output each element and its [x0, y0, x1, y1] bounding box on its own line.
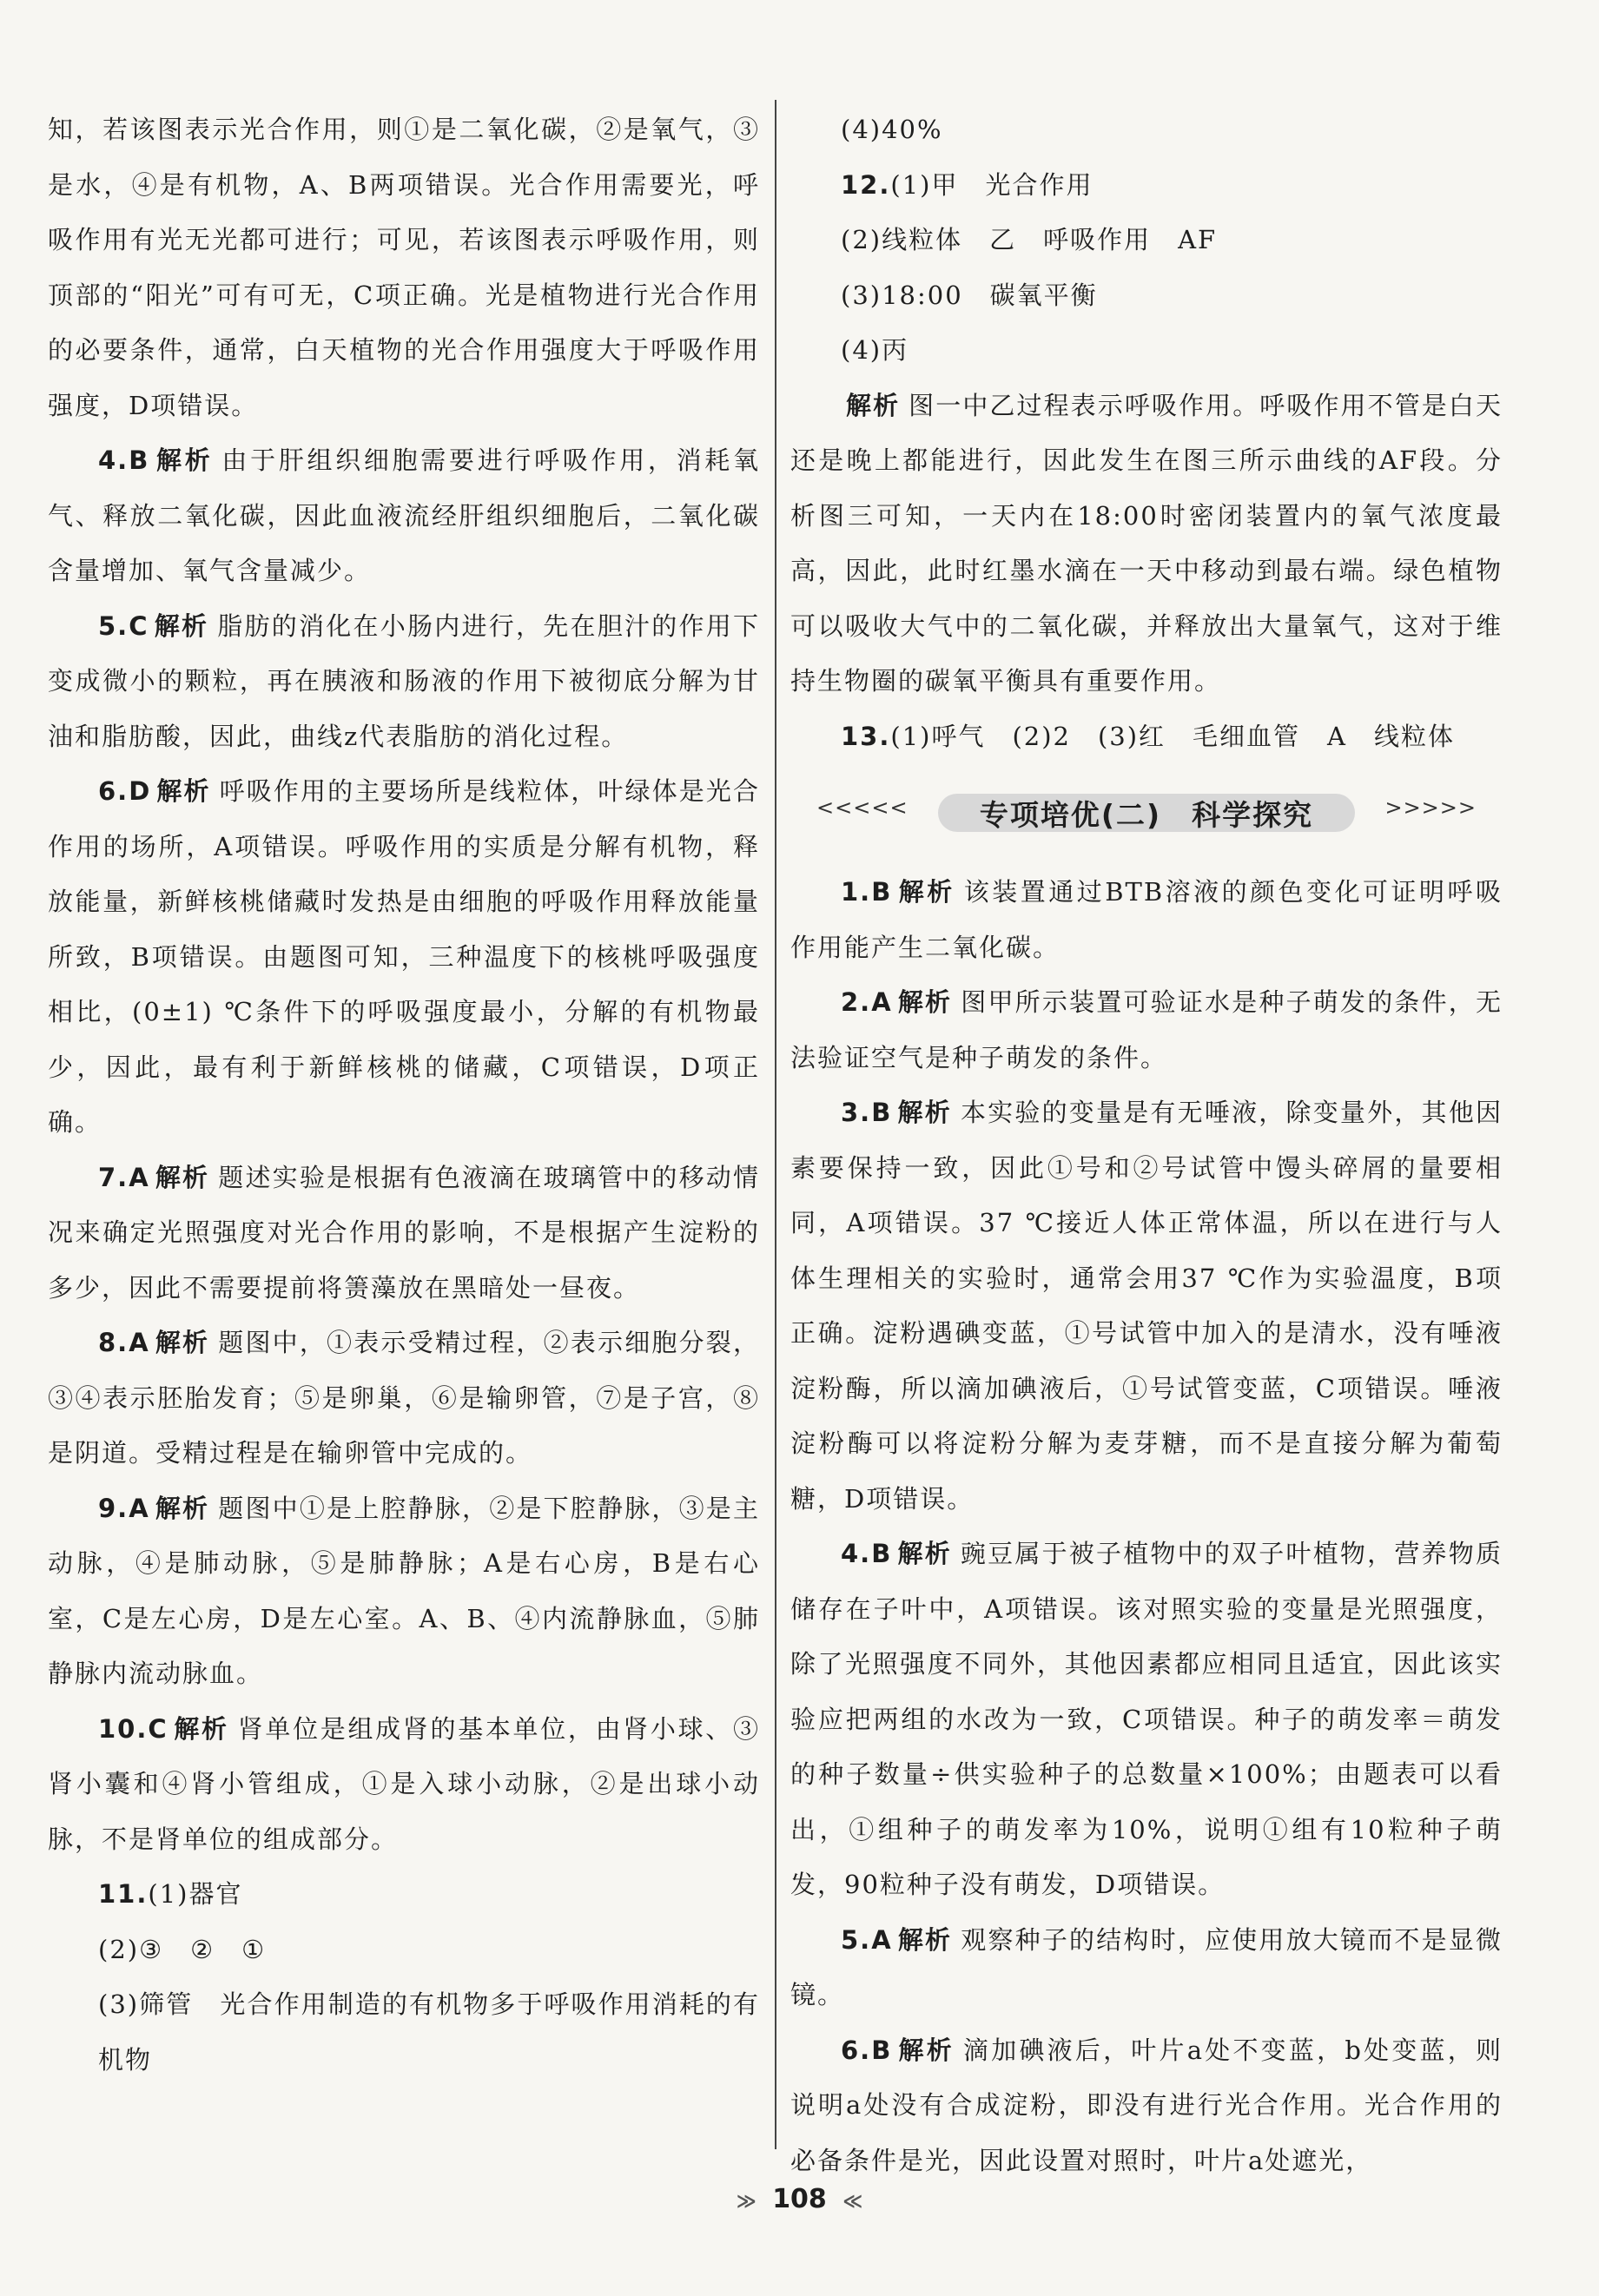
- explanation-text: (3)18:00 碳氧平衡: [841, 280, 1098, 310]
- question-number: 2.: [841, 987, 872, 1017]
- answer-choice: A: [129, 1493, 150, 1523]
- explanation-text: (4)丙: [841, 335, 909, 365]
- answer-item: [48, 1316, 760, 1481]
- answer-choice: A: [871, 987, 893, 1017]
- answer-item: [48, 764, 760, 1151]
- explanation-text: (1)呼气 (2)2 (3)红 毛细血管 A 线粒体: [890, 721, 1456, 751]
- answer-choice: D: [129, 776, 152, 806]
- footer-right-mark: ≪: [842, 2191, 863, 2213]
- explanation-text: 脂肪的消化在小肠内进行，先在胆汁的作用下变成微小的颗粒，再在胰液和肠液的作用下被彻底分解为甘油和脂肪酸，因此，曲线z代表脂肪的消化过程。: [48, 610, 760, 751]
- explanation-text: (1)器官: [148, 1879, 243, 1909]
- question-number: 5.: [841, 1924, 872, 1955]
- explanation-text: 滴加碘液后，叶片a处不变蓝，b处变蓝，则说明a处没有合成淀粉，即没有进行光合作用。光合作用的必备条件是光，因此设置对照时，叶片a处遮光，: [790, 2035, 1503, 2175]
- banner-left-arrows: <<<<<: [816, 795, 909, 820]
- answer-item: [790, 1527, 1503, 1913]
- footer-left-mark: ≫: [736, 2191, 757, 2213]
- explanation-text: 题图中①是上腔静脉，②是下腔静脉，③是主动脉，④是肺动脉，⑤是肺静脉；A是右心房，B是右心室，C是左心房，D是左心室。A、B、④内流静脉血，⑤肺静脉内流动脉血。: [48, 1493, 760, 1688]
- answer-item: [48, 1481, 760, 1702]
- right-column: [790, 102, 1503, 2188]
- question-number: 9.: [98, 1493, 129, 1523]
- explanation-text: 由于肝组织细胞需要进行呼吸作用，消耗氧气、释放二氧化碳，因此血液流经肝组织细胞后，二氧化碳含量增加、氧气含量减少。: [48, 445, 760, 585]
- question-number: 6.: [98, 776, 129, 806]
- explanation-text: 图甲所示装置可验证水是种子萌发的条件，无法验证空气是种子萌发的条件。: [790, 987, 1503, 1072]
- explanation-text: (4)40%: [841, 115, 943, 144]
- column-divider: [775, 100, 776, 2149]
- analysis-label: 解析: [897, 1924, 953, 1955]
- answer-item: [48, 433, 760, 599]
- question-number: 7.: [98, 1162, 129, 1192]
- answer-choice: B: [871, 1098, 893, 1127]
- answer-choice: C: [148, 1713, 168, 1744]
- answer-text: [790, 213, 1503, 268]
- analysis-label: 解析: [897, 2035, 955, 2065]
- analysis-label: 解析: [897, 1539, 952, 1568]
- question-number: 6.: [841, 2035, 872, 2065]
- left-column: [48, 102, 760, 2088]
- answer-text: [790, 323, 1503, 379]
- answer-choice: B: [871, 1539, 893, 1568]
- analysis-label: 解析: [846, 390, 901, 420]
- answer-item: [790, 709, 1503, 765]
- analysis-label: 解析: [155, 445, 214, 475]
- question-number: 4.: [841, 1539, 872, 1568]
- answer-choice: A: [129, 1162, 150, 1192]
- explanation-text: 观察种子的结构时，应使用放大镜而不是显微镜。: [790, 1924, 1503, 2009]
- question-number: 13.: [841, 721, 891, 751]
- analysis-label: 解析: [897, 877, 955, 907]
- answer-text: [790, 268, 1503, 324]
- explanation-text: 肾单位是组成肾的基本单位，由肾小球、③肾小囊和④肾小管组成，①是入球小动脉，②是出球小动脉，不是肾单位的组成部分。: [48, 1713, 760, 1854]
- answer-choice: A: [871, 1924, 893, 1955]
- question-number: 5.: [98, 610, 129, 641]
- analysis-label: 解析: [173, 1713, 229, 1744]
- question-number: 8.: [98, 1328, 129, 1357]
- explanation-text: 本实验的变量是有无唾液，除变量外，其他因素要保持一致，因此①号和②号试管中馒头碎屑的量要相同，A项错误。37 ℃接近人体正常体温，所以在进行与人体生理相关的实验时，通常会用37 ℃作为实验温度，B项正确。淀粉遇碘变蓝，①号试管中加入的是清水，没有唾液淀粉酶，所以滴加碘液后，①号试管变蓝，C项错误。唾液淀粉酶可以将淀粉分解为麦芽糖，而不是直接分解为葡萄糖，D项错误。: [790, 1098, 1503, 1514]
- question-number: 3.: [841, 1098, 872, 1127]
- answer-item: [48, 599, 760, 765]
- answer-choice: B: [871, 877, 893, 907]
- explanation-text: (3)筛管 光合作用制造的有机物多于呼吸作用消耗的有机物: [98, 1989, 760, 2075]
- answer-item: [48, 1151, 760, 1316]
- question-number: 10.: [98, 1713, 149, 1744]
- analysis-label: 解析: [154, 610, 209, 641]
- explanation-text: 题述实验是根据有色液滴在玻璃管中的移动情况来确定光照强度对光合作用的影响，不是根据产生淀粉的多少，因此不需要提前将箦藻放在黑暗处一昼夜。: [48, 1162, 760, 1303]
- answer-text: [48, 1977, 760, 2088]
- explanation-text: 豌豆属于被子植物中的双子叶植物，营养物质储存在子叶中，A项错误。该对照实验的变量是光照强度，除了光照强度不同外，其他因素都应相同且适宜，因此该实验应把两组的水改为一致，C项错误。种子的萌发率＝萌发的种子数量÷供实验种子的总数量×100%；由题表可以看出，①组种子的萌发率为10%，说明①组有10粒种子萌发，90粒种子没有萌发，D项错误。: [790, 1539, 1503, 1899]
- analysis-label: 解析: [897, 1098, 952, 1127]
- answer-item: [790, 379, 1503, 709]
- answer-item: [48, 1867, 760, 1923]
- answer-choice: C: [129, 610, 149, 641]
- answer-item: [790, 1085, 1503, 1527]
- explanation-text: 该装置通过BTB溶液的颜色变化可证明呼吸作用能产生二氧化碳。: [790, 877, 1503, 962]
- question-number: 4.: [98, 445, 129, 475]
- explanation-text: 呼吸作用的主要场所是线粒体，叶绿体是光合作用的场所，A项错误。呼吸作用的实质是分解有机物，释放能量，新鲜核桃储藏时发热是由细胞的呼吸作用释放能量所致，B项错误。由题图可知，三种温度下的核桃呼吸强度相比，(0±1) ℃条件下的呼吸强度最小，分解的有机物最少，因此，最有利于新鲜核桃的储藏，C项错误，D项正确。: [48, 776, 760, 1137]
- answer-item: [790, 975, 1503, 1085]
- answer-item: [48, 1702, 760, 1868]
- answer-choice: B: [871, 2035, 893, 2065]
- answer-text: [48, 1923, 760, 1978]
- question-number: 11.: [98, 1879, 149, 1909]
- banner-right-arrows: >>>>>: [1384, 795, 1477, 820]
- explanation-text: 图一中乙过程表示呼吸作用。呼吸作用不管是白天还是晚上都能进行，因此发生在图三所示曲线的AF段。分析图三可知，一天内在18:00时密闭装置内的氧气浓度最高，因此，此时红墨水滴在一天中移动到最右端。绿色植物可以吸收大气中的二氧化碳，并释放出大量氧气，这对于维持生物圈的碳氧平衡具有重要作用。: [790, 390, 1503, 696]
- answer-item: [790, 158, 1503, 214]
- answer-choice: A: [129, 1328, 150, 1357]
- page-footer: [0, 2184, 1599, 2214]
- explanation-text: (2)③ ② ①: [98, 1934, 267, 1964]
- section-banner: [790, 773, 1503, 853]
- analysis-label: 解析: [897, 987, 953, 1017]
- explanation-text: (1)甲 光合作用: [890, 169, 1094, 200]
- question-number: 1.: [841, 877, 872, 907]
- analysis-label: 解析: [155, 1328, 210, 1357]
- answer-text: [48, 102, 760, 433]
- question-number: 12.: [841, 169, 891, 200]
- answer-item: [790, 1913, 1503, 2023]
- answer-item: [790, 2023, 1503, 2189]
- answer-item: [790, 865, 1503, 975]
- analysis-label: 解析: [156, 776, 211, 806]
- page-number: 108: [772, 2184, 827, 2214]
- section-title: 专项培优(二) 科学探究: [979, 797, 1314, 832]
- explanation-text: (2)线粒体 乙 呼吸作用 AF: [841, 225, 1218, 254]
- analysis-label: 解析: [155, 1493, 210, 1523]
- analysis-label: 解析: [155, 1162, 210, 1192]
- explanation-text: 知，若该图表示光合作用，则①是二氧化碳，②是氧气，③是水，④是有机物，A、B两项错误。光合作用需要光，呼吸作用有光无光都可进行；可见，若该图表示呼吸作用，则顶部的“阳光”可有可无，C项正确。光是植物进行光合作用的必要条件，通常，白天植物的光合作用强度大于呼吸作用强度，D项错误。: [48, 115, 760, 420]
- answer-choice: B: [129, 445, 150, 475]
- answer-text: [790, 102, 1503, 158]
- explanation-text: 题图中，①表示受精过程，②表示细胞分裂，③④表示胚胎发育；⑤是卵巢，⑥是输卵管，⑦是子宫，⑧是阴道。受精过程是在输卵管中完成的。: [48, 1328, 760, 1468]
